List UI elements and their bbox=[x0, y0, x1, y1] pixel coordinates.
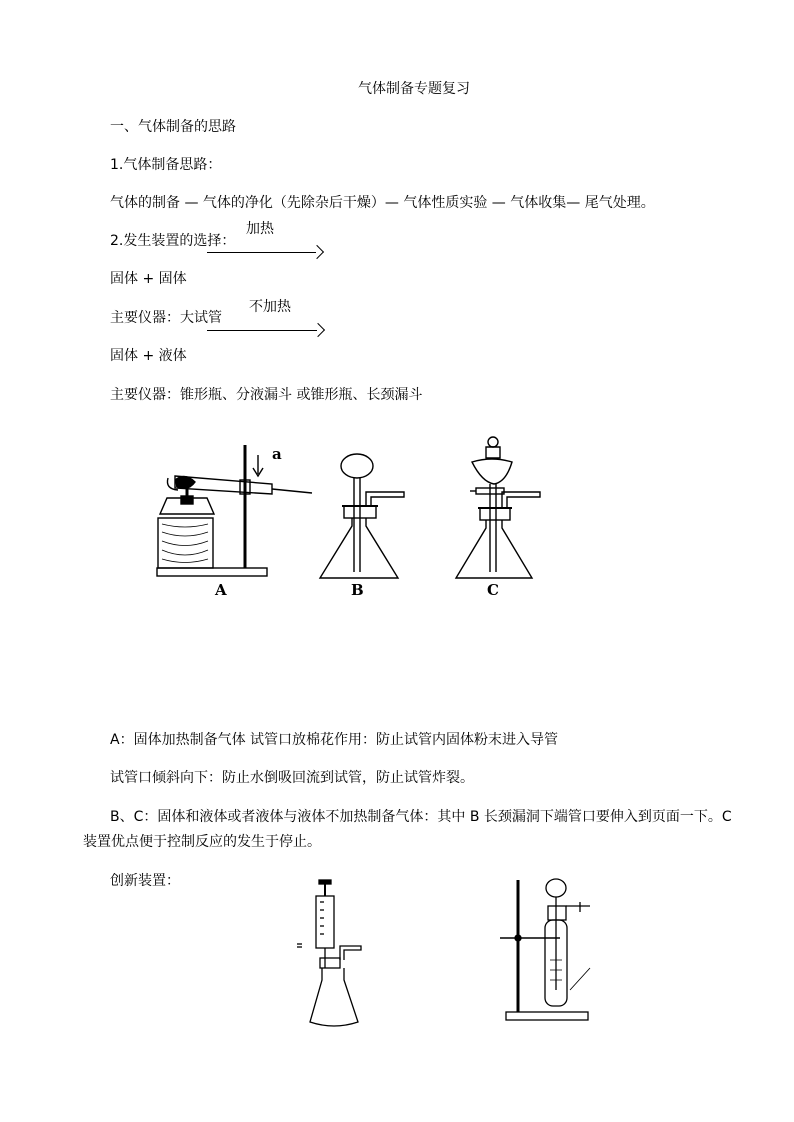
syringe bbox=[316, 896, 334, 948]
paragraph-tilt: 试管口倾斜向下：防止水倒吸回流到试管，防止试管炸裂。 bbox=[110, 770, 474, 786]
solid-liquid: 固体 + 液体 bbox=[110, 348, 187, 364]
funnel-innov bbox=[546, 879, 566, 897]
solid-solid: 固体 + 固体 bbox=[110, 271, 187, 287]
heat-label: 加热 bbox=[246, 221, 274, 237]
flask-innov bbox=[310, 968, 358, 1026]
label-a: A bbox=[215, 581, 227, 599]
label-b: B bbox=[351, 581, 364, 599]
label-c: C bbox=[487, 581, 499, 599]
preparation-chain: 气体的制备 — 气体的净化（先除杂后干燥）— 气体性质实验 — 气体收集— 尾气处理。 bbox=[110, 195, 655, 211]
paragraph-a: A：固体加热制备气体 试管口放棉花作用：防止试管内固体粉末进入导管 bbox=[110, 732, 559, 748]
innovation-heading: 创新装置： bbox=[110, 873, 180, 889]
item-2-heading: 2.发生装置的选择： bbox=[110, 233, 236, 249]
main-instrument-2: 主要仪器：锥形瓶、分液漏斗 或锥形瓶、长颈漏斗 bbox=[110, 387, 423, 403]
section-heading: 一、气体制备的思路 bbox=[110, 119, 236, 135]
item-1-heading: 1.气体制备思路： bbox=[110, 157, 222, 173]
main-instrument-1: 主要仪器：大试管 bbox=[110, 310, 222, 326]
label-small-a: a bbox=[272, 445, 282, 463]
paragraph-bc-line1: B、C：固体和液体或者液体与液体不加热制备气体：其中 B 长颈漏洞下端管口要伸入到页面一下。C bbox=[110, 809, 732, 825]
page-title: 气体制备专题复习 bbox=[358, 81, 470, 97]
stand-base-innov bbox=[506, 1012, 588, 1020]
no-heat-label: 不加热 bbox=[249, 299, 291, 315]
paragraph-bc-line2: 装置优点便于控制反应的发生于停止。 bbox=[83, 834, 321, 850]
